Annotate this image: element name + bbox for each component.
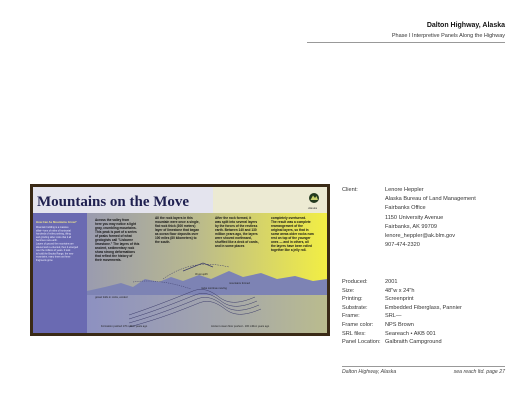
panel-text-line: ones — and in others, all: [271, 240, 309, 244]
panel-text-line: Mountain building is a massive: [36, 226, 69, 229]
panel-text-line: here you may notice a light: [95, 222, 137, 226]
panel-text-line: 100 miles (80 kilometers) to: [155, 236, 197, 240]
panel-text-line: original layers, so that in: [271, 228, 309, 232]
client-line: Lenore Heppler: [385, 187, 424, 193]
panel-title: Mountains on the Move: [37, 194, 190, 210]
panel-text-line: This peak is part of a series: [95, 230, 137, 234]
panel-text-line: All the rock layers in this: [155, 216, 193, 220]
diagram-footnote-right: Ancient ocean floor pushed - 100 million years ago: [211, 325, 270, 328]
panel-text-line: shuffled like a deck of cards,: [215, 240, 259, 244]
panel-text-line: earth. Between 140 and 130: [215, 228, 257, 232]
panel-text-line: fragments grow.: [36, 259, 54, 262]
spec-value: SRL—: [385, 313, 402, 320]
panel-text-line: limestone." The layers of this: [95, 242, 140, 246]
panel-text-line: together like a jelly roll.: [271, 248, 307, 252]
diagram-label-rocks: rocks continue moving: [201, 287, 227, 290]
panel-text-line: completely overturned.: [271, 216, 307, 220]
spec-label: Panel Location:: [342, 339, 381, 346]
spec-value: Galbraith Campground: [385, 339, 442, 346]
spec-value: Seareach • AKB 001: [385, 330, 436, 337]
spec-label: Printing:: [342, 296, 363, 303]
client-line: 1150 University Avenue: [385, 214, 444, 221]
spec-value: Embedded Fiberglass, Pannier: [385, 304, 462, 311]
panel-text-line: over the millions of years. It took: [36, 249, 71, 253]
panel-text-line: and grinding older rocks that it all: [36, 235, 72, 239]
panel-text-line: show strong deformations: [95, 250, 136, 254]
client-line: Fairbanks, AK 99709: [385, 223, 437, 230]
panel-text-line: After the rock formed, it: [215, 216, 252, 220]
panel-text-line: were shoved northward,: [215, 236, 252, 240]
panel-text-line: gray, crumbling mountains.: [95, 226, 137, 230]
spec-value: NPS Brown: [385, 322, 414, 328]
panel-text-line: layer of limestone that began: [155, 228, 200, 232]
spec-label: SRL files:: [342, 330, 366, 337]
panel-text-line: that reflect the history of: [95, 254, 133, 258]
panel-text-line: mountains, many times as these: [36, 255, 71, 259]
sidebar-heading: How Can As Mountains Grow?: [36, 220, 77, 224]
panel-text-line: of peaks formed of what: [95, 234, 132, 238]
client-line: 907-474-2320: [385, 242, 420, 249]
document-subtitle: Phase I Interpretive Panels Along the Highway: [391, 33, 505, 39]
diagram-label-gravel: gravel folds in rocks, eroded: [95, 296, 128, 299]
client-line: Alaska Bureau of Land Management: [385, 196, 476, 203]
svg-text:Alaska: Alaska: [308, 206, 318, 210]
panel-text-line: The result was a complete: [271, 220, 311, 224]
panel-text-line: affair—tens of miles of horizontal: [36, 229, 71, 233]
panel-text-line: mountain were once a single,: [155, 220, 200, 224]
spec-label: Frame color:: [342, 322, 374, 328]
footer-title: Dalton Highway, Alaska: [342, 369, 397, 375]
client-line: lenore_heppler@ak.blm.gov: [385, 233, 456, 239]
panel-text-line: as ocean floor deposits over: [155, 232, 199, 236]
panel-text-line: to build the Brooks Range, the new: [36, 252, 74, 256]
panel-text-line: the layers have been rolled: [271, 244, 312, 248]
panel-text-line: ancient, sedimentary rock: [95, 246, 135, 250]
panel-text-line: Across the valley from: [95, 218, 130, 222]
spec-label: Substrate:: [342, 304, 368, 311]
spec-value: 48"w x 24"h: [385, 287, 415, 294]
panel-text-line: some areas older rocks now: [271, 232, 314, 236]
panel-text-line: their movements.: [95, 258, 122, 262]
panel-text-line: Layers of ground the mountains are: [36, 242, 74, 246]
panel-text-line: by the forces of the restless: [215, 224, 258, 228]
interpretive-panel-image: [33, 187, 327, 333]
panel-text-column-4: [271, 216, 314, 252]
client-label: Client:: [342, 187, 358, 193]
spec-label: Size:: [342, 287, 355, 294]
panel-text-column-3: [214, 216, 259, 248]
diagram-label-mountains: mountains formed: [229, 282, 250, 285]
panel-text-line: geologists call "Lisburne: [95, 238, 133, 242]
panel-text-line: rearrangement of the: [271, 224, 303, 228]
spec-label: Frame:: [342, 313, 360, 320]
panel-text-line: and in some places: [215, 244, 245, 248]
header-divider: [307, 42, 505, 43]
footer-page: sea reach ltd. page 27: [453, 369, 505, 375]
document-title: Dalton Highway, Alaska: [426, 22, 505, 29]
panel-text-line: was split into several layers: [215, 220, 258, 224]
spec-value: 2001: [385, 279, 398, 285]
panel-text-line: flat rock thick (300 meters): [155, 224, 196, 228]
panel-text-column-2: [155, 216, 200, 244]
panel-text-line: the south.: [155, 240, 171, 244]
panel-text-line: hundreds of miles pushing, tilting: [36, 232, 71, 236]
panel-text-line: million years ago, the layers: [215, 232, 258, 236]
footer-divider: [342, 366, 505, 367]
client-line: Fairbanks Office: [385, 205, 426, 212]
panel-text-line: rest on top of the younger: [271, 236, 311, 240]
panel-text-line: altered and re-oriented, then it emerged: [36, 245, 79, 249]
spec-label: Produced:: [342, 279, 368, 285]
diagram-label-thrust: thrust uplift: [195, 273, 208, 276]
spec-value: Screenprint: [385, 296, 414, 303]
panel-text-line: becomes new earth.: [36, 239, 58, 243]
diagram-footnote-left: Formation pushed 170 million years ago: [101, 325, 148, 328]
